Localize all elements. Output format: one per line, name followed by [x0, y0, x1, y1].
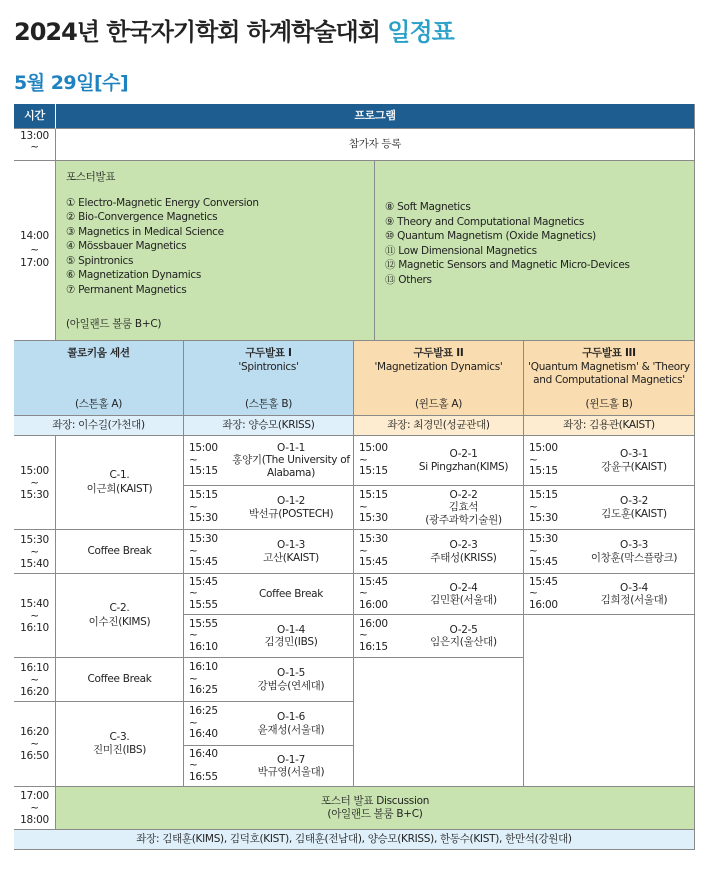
registration-time: 13:00 ~ [14, 129, 56, 161]
oral1-speaker: 윤재성(서울대) [257, 723, 325, 736]
oral2-time-1 [354, 486, 404, 530]
oral2-talk-0 [404, 436, 524, 486]
poster-title: 포스터발표 [66, 171, 116, 183]
slot-start-time: 15:00 [529, 442, 558, 455]
oral3-talk-1 [574, 486, 695, 530]
oral1-time-0 [184, 436, 229, 486]
oral3-speaker: 김희정(서울대) [600, 594, 668, 606]
oral2-code: O-2-2 [449, 488, 478, 501]
oral1-talk-3 [229, 574, 354, 615]
slot-end-time: 15:30 [20, 488, 49, 501]
poster-topic: ⑬ Others [385, 273, 432, 286]
oral2-code: O-2-5 [449, 623, 478, 636]
slot-start-time: 15:45 [529, 575, 558, 588]
slot-tilde: ~ [189, 672, 198, 685]
slot-end-time: 16:10 [20, 621, 49, 634]
program-header: 프로그램 [56, 104, 695, 129]
slot-end-time: 16:20 [20, 685, 49, 698]
colloquium-code: Coffee Break [87, 544, 152, 557]
oral3-talk-3 [574, 574, 695, 615]
slot-end-time: 16:00 [359, 598, 388, 611]
poster-topic: ④ Mössbauer Magnetics [66, 240, 187, 253]
oral3-code: O-3-4 [620, 581, 648, 594]
oral2-speaker: Si Pingzhan(KIMS) [418, 460, 509, 473]
oral2-code: O-2-3 [449, 539, 478, 551]
oral3-time-0 [524, 436, 574, 486]
colloquium-code: C-1. [109, 469, 130, 481]
slot-end-time: 15:30 [529, 512, 558, 525]
slot-tilde: ~ [189, 759, 198, 772]
oral2-time-2 [354, 530, 404, 574]
slot-tilde: ~ [189, 544, 198, 557]
slot-start-time: 15:00 [189, 442, 218, 455]
slot-start-time: 16:25 [189, 705, 218, 718]
poster-topic: ⑧ Soft Magnetics [385, 201, 471, 213]
slot-start-time: 15:30 [529, 533, 558, 546]
session-header-colloquium: 콜로키움 세션 (스톤홀 A) [14, 341, 184, 416]
slot-end-time: 15:15 [189, 465, 218, 478]
oral2-code: O-2-1 [449, 448, 478, 460]
oral1-speaker: 김경민(IBS) [264, 636, 318, 648]
slot-tilde: ~ [359, 587, 368, 600]
oral1-time-3 [184, 574, 229, 615]
chair-oral3: 좌장: 김용관(KAIST) [524, 416, 695, 436]
oral1-talk-1 [229, 486, 354, 530]
oral3-speaker: 이창훈(막스플랑크) [590, 551, 678, 564]
poster-topic: ⑫ Magnetic Sensors and Magnetic Micro-Devices [385, 259, 630, 272]
oral1-code: O-1-6 [277, 711, 305, 723]
page-title: 2024년 한국자기학회 하계학술대회 일정표 [14, 18, 454, 46]
slot-start-time: 15:30 [20, 533, 49, 546]
slot-tilde: ~ [30, 673, 39, 686]
poster-left-cell [56, 161, 375, 341]
slot-tilde: ~ [30, 545, 39, 558]
slot-start-time: 15:00 [359, 442, 388, 455]
oral3-talk-0 [574, 436, 695, 486]
oral3-time-3 [524, 574, 574, 615]
oral2-time-4 [354, 615, 404, 658]
oral1-talk-0 [229, 436, 354, 486]
poster-topic: ⑥ Magnetization Dynamics [66, 269, 202, 282]
slot-end-time: 15:15 [359, 465, 388, 478]
colloquium-speaker: 이수진(KIMS) [88, 615, 151, 628]
session-header-oral1: 구두발표 I 'Spintronics' (스톤홀 B) [184, 341, 354, 416]
slot-start-time: 16:00 [359, 617, 388, 630]
slot-tilde: ~ [359, 629, 368, 642]
registration-cell: 참가자 등록 [56, 129, 695, 161]
discussion-cell: 포스터 발표 Discussion (아일랜드 볼룸 B+C) [56, 787, 695, 830]
slot-start-time: 16:10 [20, 661, 49, 674]
oral2-talk-1 [404, 486, 524, 530]
oral1-code: O-1-7 [277, 753, 305, 766]
poster-right-list [385, 200, 630, 288]
slot-tilde: ~ [30, 609, 39, 622]
oral3-talk-2 [574, 530, 695, 574]
slot-start-time: 16:20 [20, 726, 49, 738]
oral3-code: O-3-1 [620, 448, 648, 460]
slot-end-time: 16:15 [359, 640, 388, 653]
slot-end-time: 16:40 [189, 728, 218, 741]
time-row-3 [14, 658, 56, 702]
slot-tilde: ~ [529, 500, 538, 513]
oral1-speaker: 강범승(연세대) [257, 679, 325, 692]
time-header: 시간 [14, 104, 56, 129]
poster-topic: ⑩ Quantum Magnetism (Oxide Magnetics) [385, 230, 596, 243]
time-row-1 [14, 530, 56, 574]
oral3-code: O-3-3 [620, 539, 648, 551]
oral1-time-6 [184, 702, 229, 746]
colloquium-speaker: 이근희(KAIST) [86, 482, 153, 495]
slot-tilde: ~ [359, 453, 368, 466]
slot-tilde: ~ [359, 544, 368, 557]
session-header-oral2: 구두발표 II 'Magnetization Dynamics' (윈드홀 A) [354, 341, 524, 416]
slot-end-time: 15:45 [359, 556, 388, 569]
oral1-talk-7 [229, 746, 354, 787]
oral1-speaker: 홍양기(The University of Alabama) [232, 454, 350, 479]
oral1-time-5 [184, 658, 229, 702]
slot-tilde: ~ [529, 587, 538, 600]
slot-end-time: 15:40 [20, 557, 49, 570]
oral1-talk-6 [229, 702, 354, 746]
oral2-speaker: 김효석 (광주과학기술원) [425, 501, 502, 526]
slot-tilde: ~ [189, 587, 198, 600]
slot-start-time: 15:30 [189, 533, 218, 546]
slot-start-time: 15:30 [359, 533, 388, 546]
colloquium-code: Coffee Break [87, 672, 152, 685]
slot-end-time: 15:15 [529, 465, 558, 478]
oral1-code: Coffee Break [258, 587, 324, 600]
oral2-talk-4 [404, 615, 524, 658]
oral3-time-2 [524, 530, 574, 574]
poster-left-list [66, 196, 259, 298]
slot-start-time: 15:55 [189, 617, 218, 630]
poster-time: 14:00 ~ 17:00 [14, 161, 56, 341]
slot-tilde: ~ [189, 500, 198, 513]
colloquium-code: C-3. [109, 730, 130, 743]
oral2-speaker: 임은지(울산대) [430, 636, 497, 648]
slot-start-time: 16:10 [189, 661, 218, 674]
oral1-talk-5 [229, 658, 354, 702]
poster-right-cell [375, 161, 695, 341]
slot-start-time: 15:15 [529, 489, 558, 502]
poster-topic: ② Bio-Convergence Magnetics [66, 211, 218, 224]
oral2-speaker: 김민환(서울대) [430, 594, 497, 606]
slot-tilde: ~ [359, 500, 368, 513]
oral1-speaker: 고산(KAIST) [263, 551, 319, 564]
oral1-time-1 [184, 486, 229, 530]
slot-end-time: 16:55 [189, 770, 218, 783]
session-header-oral3: 구두발표 III 'Quantum Magnetism' & 'Theory and Computational Magnetics' (윈드홀 B) [524, 341, 695, 416]
time-row-0 [14, 436, 56, 530]
oral2-code: O-2-4 [449, 581, 478, 594]
slot-tilde: ~ [189, 629, 198, 642]
slot-end-time: 15:45 [189, 556, 218, 569]
colloquium-code: C-2. [109, 602, 130, 614]
oral1-code: O-1-5 [277, 667, 305, 679]
oral1-code: O-1-3 [277, 539, 305, 551]
slot-end-time: 16:25 [189, 684, 218, 697]
slot-tilde: ~ [189, 453, 198, 466]
oral1-speaker: 박선규(POSTECH) [248, 507, 334, 520]
slot-tilde: ~ [30, 476, 39, 489]
slot-tilde: ~ [30, 738, 39, 750]
slot-start-time: 16:40 [189, 747, 218, 760]
poster-location: (아일랜드 볼룸 B+C) [66, 317, 162, 330]
chair-oral2: 좌장: 최경민(성균관대) [354, 416, 524, 436]
oral1-code: O-1-1 [277, 441, 305, 454]
poster-topic: ⑨ Theory and Computational Magnetics [385, 215, 585, 228]
oral1-talk-4 [229, 615, 354, 658]
slot-start-time: 15:00 [20, 464, 49, 477]
poster-topic: ⑤ Spintronics [66, 254, 134, 267]
slot-tilde: ~ [529, 453, 538, 466]
schedule-date: 5월 29일[수] [14, 72, 129, 94]
slot-tilde: ~ [529, 544, 538, 557]
oral3-time-1 [524, 486, 574, 530]
slot-start-time: 15:15 [359, 489, 388, 502]
colloquium-slot-2 [56, 574, 184, 658]
footer-chairs: 좌장: 김태훈(KIMS), 김덕호(KIST), 김태훈(전남대), 양승모(KRISS), 한동수(KIST), 한만석(강원대) [14, 830, 695, 850]
oral2-time-3 [354, 574, 404, 615]
poster-topic: ③ Magnetics in Medical Science [66, 225, 224, 238]
oral2-talk-3 [404, 574, 524, 615]
oral2-time-0 [354, 436, 404, 486]
discussion-time: 17:00 ~ 18:00 [14, 787, 56, 830]
oral1-time-4 [184, 615, 229, 658]
colloquium-slot-1 [56, 530, 184, 574]
slot-tilde: ~ [189, 716, 198, 729]
oral1-code: O-1-4 [277, 623, 305, 636]
slot-end-time: 16:50 [20, 750, 49, 762]
chair-colloquium: 좌장: 이수길(가천대) [14, 416, 184, 436]
slot-end-time: 15:30 [359, 512, 388, 525]
slot-start-time: 15:45 [359, 575, 388, 588]
oral1-speaker: 박규영(서울대) [257, 766, 325, 778]
oral3-code: O-3-2 [620, 495, 648, 507]
colloquium-slot-3 [56, 658, 184, 702]
poster-topic: ① Electro-Magnetic Energy Conversion [66, 196, 259, 209]
oral1-time-2 [184, 530, 229, 574]
colloquium-speaker: 진미진(IBS) [92, 744, 146, 756]
oral3-speaker: 강윤구(KAIST) [601, 460, 667, 473]
slot-end-time: 15:30 [189, 512, 218, 525]
chair-oral1: 좌장: 양승모(KRISS) [184, 416, 354, 436]
time-row-4 [14, 702, 56, 787]
oral1-talk-2 [229, 530, 354, 574]
slot-end-time: 15:45 [529, 556, 558, 569]
oral1-time-7 [184, 746, 229, 787]
oral2-talk-2 [404, 530, 524, 574]
slot-start-time: 15:15 [189, 489, 218, 502]
colloquium-slot-4 [56, 702, 184, 787]
slot-end-time: 15:55 [189, 598, 218, 611]
time-row-2 [14, 574, 56, 658]
slot-start-time: 15:45 [189, 575, 218, 588]
oral3-empty [524, 615, 695, 787]
colloquium-slot-0 [56, 436, 184, 530]
slot-end-time: 16:10 [189, 640, 218, 653]
oral2-empty [354, 658, 524, 787]
oral2-speaker: 주태성(KRISS) [430, 551, 497, 564]
poster-topic: ⑪ Low Dimensional Magnetics [385, 244, 537, 257]
slot-end-time: 16:00 [529, 598, 558, 611]
oral3-speaker: 김도훈(KAIST) [601, 507, 667, 520]
poster-topic: ⑦ Permanent Magnetics [66, 284, 187, 297]
slot-start-time: 15:40 [20, 597, 49, 610]
oral1-code: O-1-2 [277, 495, 305, 507]
